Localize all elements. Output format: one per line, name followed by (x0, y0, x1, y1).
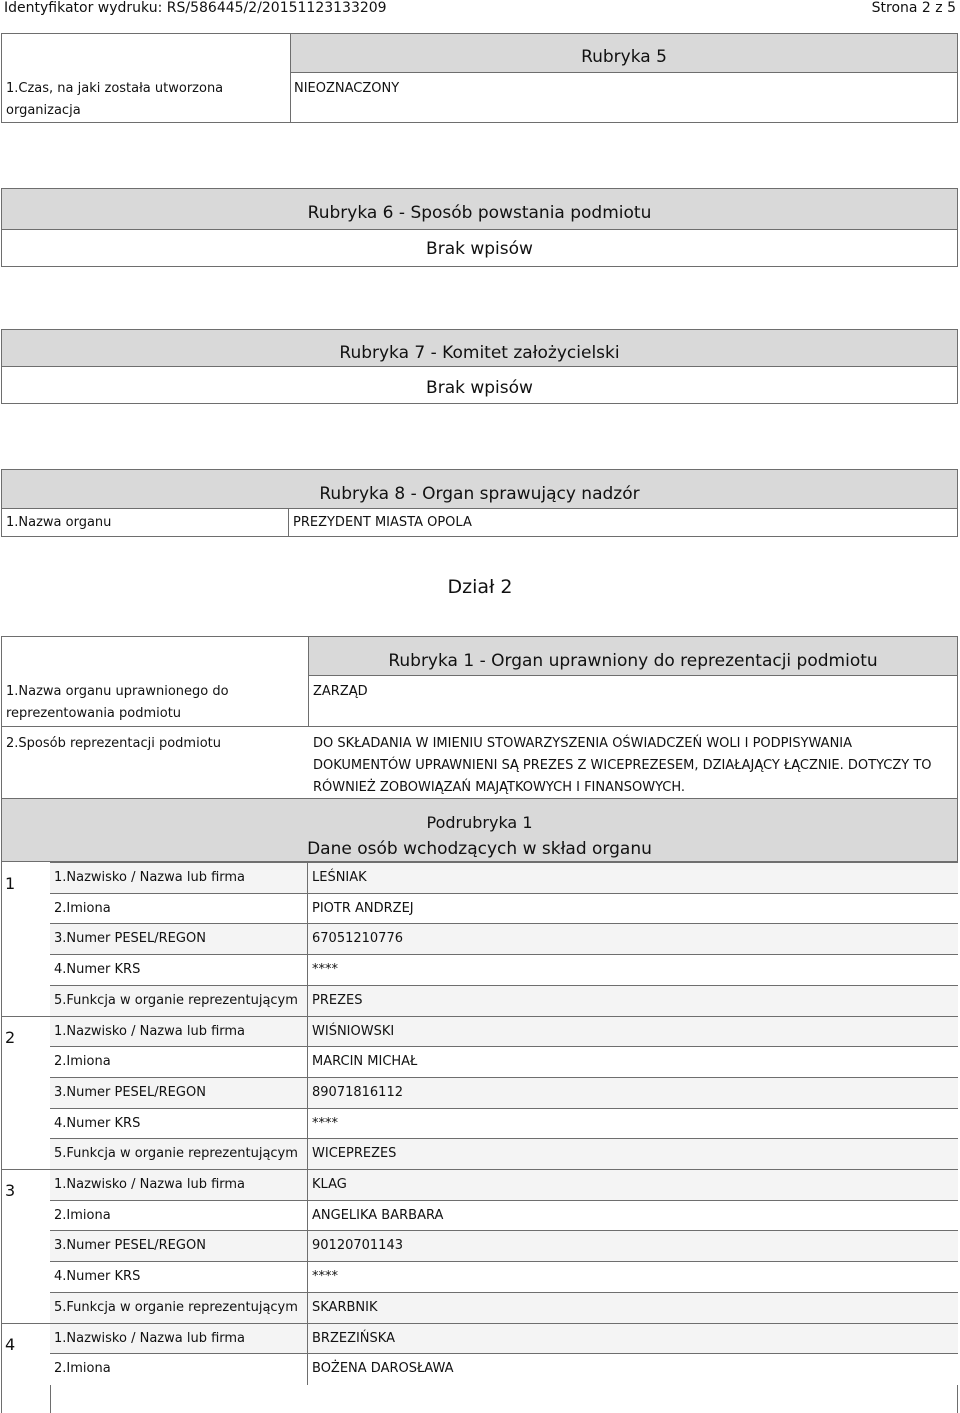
field-label-pesel: 3.Numer PESEL/REGON (54, 931, 206, 946)
divider (307, 1017, 308, 1048)
field-value-pesel: 67051210776 (312, 931, 403, 946)
table-row (50, 1046, 958, 1078)
field-value-krs: **** (312, 1269, 338, 1284)
table-row (50, 1261, 958, 1293)
field-value-pesel: 90120701143 (312, 1238, 403, 1253)
dzial2-title: Dział 2 (447, 576, 513, 598)
divider (290, 72, 957, 73)
rubryka5-label: 1.Czas, na jaki została utworzona organizacja (6, 81, 224, 118)
repr-label: 2.Sposób reprezentacji podmiotu (6, 736, 221, 751)
rubryka5-title: Rubryka 5 (581, 47, 667, 67)
table-row (50, 923, 958, 955)
organ-value: ZARZĄD (313, 684, 368, 699)
divider (308, 675, 309, 726)
rubryka7-title-bar (1, 329, 958, 367)
rubryka6-title: Rubryka 6 - Sposób powstania podmiotu (307, 203, 652, 223)
field-label-first: 2.Imiona (54, 1208, 111, 1223)
divider (288, 508, 289, 537)
divider (1, 1323, 50, 1324)
divider (307, 863, 308, 894)
field-label-role: 5.Funkcja w organie reprezentującym (54, 993, 298, 1008)
table-row (50, 1323, 958, 1355)
rubryka8-label: 1.Nazwa organu (6, 515, 112, 530)
rubryka8-value: PREZYDENT MIASTA OPOLA (293, 515, 472, 530)
field-label-first: 2.Imiona (54, 901, 111, 916)
divider (290, 72, 291, 123)
field-value-role: WICEPREZES (312, 1146, 397, 1161)
field-value-krs: **** (312, 1116, 338, 1131)
field-value-pesel: 89071816112 (312, 1085, 403, 1100)
rubryka6-title-bar (1, 188, 958, 230)
field-label-name: 1.Nazwisko / Nazwa lub firma (54, 1331, 246, 1346)
divider (2, 726, 957, 727)
rubryka7-body (1, 366, 958, 404)
table-row (50, 1108, 958, 1140)
divider (307, 1139, 308, 1170)
table-row (50, 1169, 958, 1201)
field-label-pesel: 3.Numer PESEL/REGON (54, 1085, 206, 1100)
divider (2, 508, 957, 509)
rubryka6-empty: Brak wpisów (426, 239, 533, 259)
table-row (50, 954, 958, 986)
print-identifier: Identyfikator wydruku: RS/586445/2/20151123133209 (4, 0, 387, 16)
field-label-first: 2.Imiona (54, 1361, 111, 1376)
table-row (50, 1077, 958, 1109)
rubryka5-value: NIEOZNACZONY (294, 81, 400, 96)
table-row (50, 862, 958, 894)
field-value-first: MARCIN MICHAŁ (312, 1054, 418, 1069)
divider (307, 1201, 308, 1232)
table-row (50, 1292, 958, 1324)
field-label-pesel: 3.Numer PESEL/REGON (54, 1238, 206, 1253)
field-label-krs: 4.Numer KRS (54, 1269, 141, 1284)
field-value-name: LEŚNIAK (312, 870, 367, 885)
rubryka1-title: Rubryka 1 - Organ uprawniony do reprezentacji podmiotu (388, 651, 878, 671)
page-number: Strona 2 z 5 (871, 0, 956, 16)
rubryka5-title-bar (290, 34, 957, 72)
table-row (50, 1138, 958, 1170)
table-row (50, 893, 958, 925)
table-row (50, 1230, 958, 1262)
table-row (50, 985, 958, 1017)
person-number: 2 (5, 1028, 16, 1047)
person-number: 4 (5, 1335, 16, 1354)
rubryka6-body (1, 229, 958, 267)
rubryka5-section (1, 33, 958, 123)
field-label-name: 1.Nazwisko / Nazwa lub firma (54, 1177, 246, 1192)
table-row (50, 1016, 958, 1048)
person-number: 3 (5, 1181, 16, 1200)
divider (307, 1231, 308, 1262)
rubryka7-empty: Brak wpisów (426, 378, 533, 398)
divider (307, 1078, 308, 1109)
divider (308, 675, 957, 676)
organ-label: 1.Nazwa organu uprawnionego do reprezentowania podmiotu (6, 684, 229, 721)
rubryka8-title-bar (2, 470, 957, 508)
divider (307, 1047, 308, 1078)
field-label-first: 2.Imiona (54, 1054, 111, 1069)
divider (307, 1324, 308, 1355)
field-value-first: BOŻENA DAROSŁAWA (312, 1361, 454, 1376)
field-label-name: 1.Nazwisko / Nazwa lub firma (54, 870, 246, 885)
field-value-krs: **** (312, 962, 338, 977)
field-value-first: PIOTR ANDRZEJ (312, 901, 414, 916)
field-value-name: WIŚNIOWSKI (312, 1024, 395, 1039)
table-row (50, 1353, 958, 1385)
field-label-krs: 4.Numer KRS (54, 1116, 141, 1131)
divider (307, 1262, 308, 1293)
divider (307, 986, 308, 1017)
divider (307, 894, 308, 925)
field-label-role: 5.Funkcja w organie reprezentującym (54, 1146, 298, 1161)
person-number: 1 (5, 874, 16, 893)
field-label-name: 1.Nazwisko / Nazwa lub firma (54, 1024, 246, 1039)
divider (307, 1354, 308, 1385)
divider (307, 1293, 308, 1324)
divider (307, 1170, 308, 1201)
divider (1, 1169, 50, 1170)
field-value-name: BRZEZIŃSKA (312, 1331, 395, 1346)
rubryka1-section (1, 636, 958, 799)
repr-value: DO SKŁADANIA W IMIENIU STOWARZYSZENIA OŚWIADCZEŃ WOLI I PODPISYWANIA DOKUMENTÓW UPRAWNIENI SĄ PREZES Z WICEPREZESEM, DZIAŁAJĄCY ŁĄCZNIE. DOTYCZY TO RÓWNIEŻ ZOBOWIĄZAŃ MAJĄTKOWYCH I FINANSOWYCH. (313, 736, 932, 795)
divider (307, 1109, 308, 1140)
divider (1, 1016, 50, 1017)
divider (307, 924, 308, 955)
field-value-first: ANGELIKA BARBARA (312, 1208, 444, 1223)
rubryka8-title: Rubryka 8 - Organ sprawujący nadzór (319, 484, 640, 504)
podrubryka-title: Podrubryka 1 (426, 813, 533, 832)
rubryka1-title-bar (308, 637, 957, 675)
table-row (50, 1200, 958, 1232)
field-value-role: SKARBNIK (312, 1300, 378, 1315)
field-label-role: 5.Funkcja w organie reprezentującym (54, 1300, 298, 1315)
field-value-name: KLAG (312, 1177, 347, 1192)
rubryka7-title: Rubryka 7 - Komitet założycielski (339, 343, 620, 363)
podrubryka-title-bar (1, 798, 958, 862)
rubryka8-section (1, 469, 958, 537)
field-label-krs: 4.Numer KRS (54, 962, 141, 977)
podrubryka-subtitle: Dane osób wchodzących w skład organu (307, 839, 652, 859)
divider (307, 955, 308, 986)
field-value-role: PREZES (312, 993, 363, 1008)
